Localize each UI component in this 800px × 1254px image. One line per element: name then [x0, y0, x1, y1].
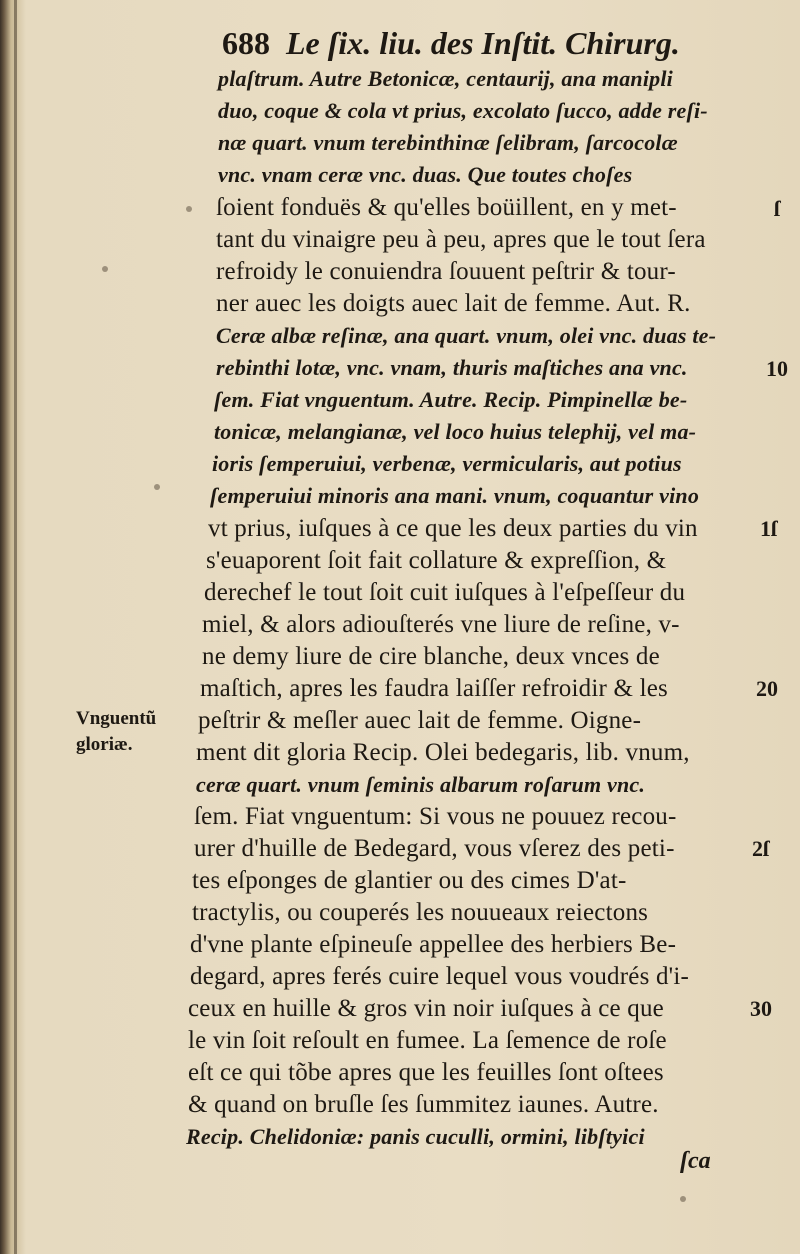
text-line: ſoient fonduës & qu'elles boüillent, en y met- — [216, 194, 677, 221]
text-line: næ quart. vnum terebinthinæ ſelibram, ſarcocolæ — [218, 130, 678, 155]
text-line: ceux en huille & gros vin noir iuſques à ce que — [188, 995, 664, 1022]
margin-note: Vnguentũ gloriæ. — [76, 708, 157, 755]
line-number: 30 — [750, 996, 772, 1021]
text-line: d'vne plante eſpineuſe appellee des herbiers Be- — [190, 931, 677, 958]
text-line: ſem. Fiat vnguentum: Si vous ne pouuez recou- — [194, 803, 677, 830]
text-line: miel, & alors adiouſterés vne liure de reſine, v- — [202, 611, 680, 638]
paper-speck — [680, 1196, 686, 1202]
text-line: derechef le tout ſoit cuit iuſques à l'eſpeſſeur du — [204, 579, 686, 606]
catchword: ſca — [680, 1148, 711, 1174]
page-number: 688 — [222, 25, 270, 61]
text-line: maſtich, apres les faudra laiſſer refroidir & les — [200, 675, 668, 702]
text-line: Ceræ albæ reſinæ, ana quart. vnum, olei vnc. duas te- — [216, 323, 717, 348]
text-line: vt prius, iuſques à ce que les deux parties du vin — [208, 515, 698, 542]
text-line: tonicæ, melangianæ, vel loco huius telephij, vel ma- — [214, 419, 697, 444]
text-line: ſem. Fiat vnguentum. Autre. Recip. Pimpinellæ be- — [214, 387, 688, 412]
text-line: peſtrir & meſler auec lait de femme. Oigne- — [198, 707, 642, 734]
text-line: ſemperuiui minoris ana mani. vnum, coquantur vino — [210, 483, 700, 508]
paper-speck — [154, 484, 160, 490]
text-line: Recip. Chelidoniæ: panis cuculli, ormini, libſtyici — [186, 1124, 645, 1149]
text-line: eſt ce qui tõbe apres que les feuilles ſont oſtees — [188, 1059, 664, 1086]
text-line: duo, coque & cola vt prius, excolato ſucco, adde reſi- — [218, 98, 708, 123]
text-line: plaſtrum. Autre Betonicæ, centaurij, ana manipli — [218, 66, 673, 91]
text-line: vnc. vnam ceræ vnc. duas. Que toutes choſes — [218, 162, 633, 187]
text-line: degard, apres ferés cuire lequel vous voudrés d'i- — [190, 963, 690, 990]
text-line: tractylis, ou couperés les nouueaux reiectons — [192, 899, 649, 926]
line-number: 2ſ — [752, 836, 770, 861]
text-line: ceræ quart. vnum ſeminis albarum roſarum vnc. — [196, 772, 646, 797]
paper-speck — [186, 206, 192, 212]
text-line: ner auec les doigts auec lait de femme. Aut. R. — [216, 290, 691, 317]
line-number: 1ſ — [760, 516, 778, 541]
text-line: tant du vinaigre peu à peu, apres que le tout ſera — [216, 226, 706, 253]
text-line: urer d'huille de Bedegard, vous vſerez des peti- — [194, 835, 675, 862]
text-line: le vin ſoit reſoult en fumee. La ſemence de roſe — [188, 1027, 667, 1054]
running-header — [222, 20, 762, 66]
text-line: refroidy le conuiendra ſouuent peſtrir & tour- — [216, 258, 676, 285]
text-line: ne demy liure de cire blanche, deux vnces de — [202, 643, 660, 670]
text-line: & quand on bruſle ſes ſummitez iaunes. Autre. — [188, 1091, 659, 1118]
text-line: ment dit gloria Recip. Olei bedegaris, lib. vnum, — [196, 739, 690, 766]
line-number: 20 — [756, 676, 778, 701]
paper-speck — [102, 266, 108, 272]
running-title: Le ſix. liu. des Inſtit. Chirurg. — [286, 25, 680, 61]
text-line: rebinthi lotæ, vnc. vnam, thuris maſtiches ana vnc. — [216, 355, 688, 380]
text-line: ioris ſemperuiui, verbenæ, vermicularis, aut potius — [212, 451, 682, 476]
line-number: 10 — [766, 356, 788, 381]
binding-gutter — [14, 0, 17, 1254]
text-line: s'euaporent ſoit fait collature & expreſſion, & — [206, 547, 667, 574]
text-line: tes eſponges de glantier ou des cimes D'at- — [192, 867, 627, 894]
line-number: ſ — [774, 196, 781, 221]
